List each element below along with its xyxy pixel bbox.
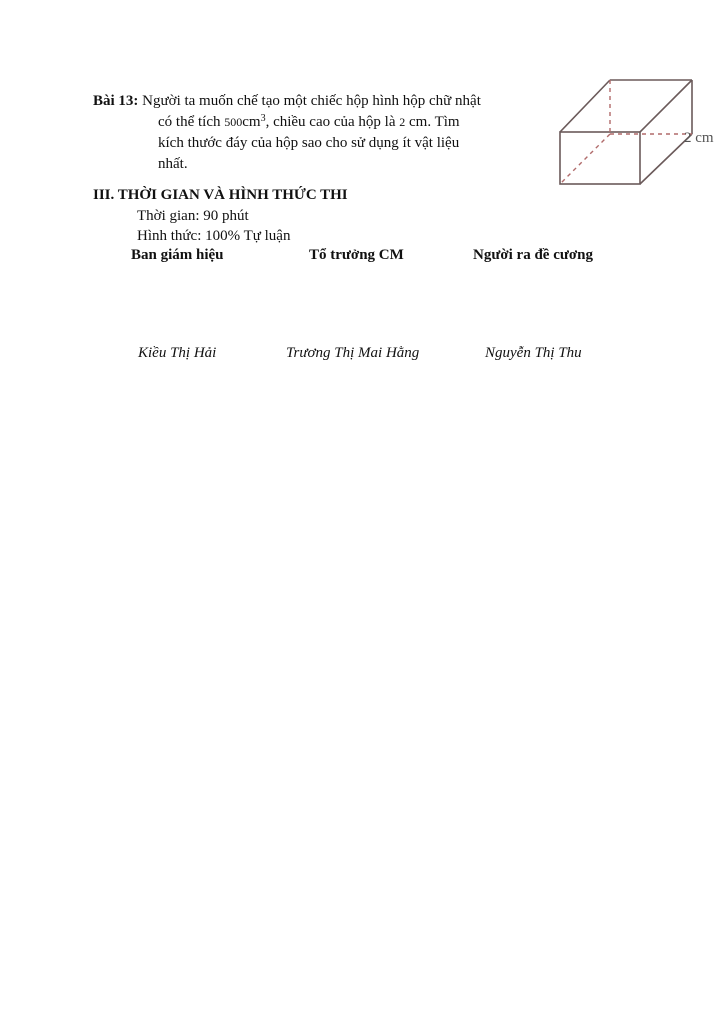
- volume-exponent: 3: [260, 113, 266, 124]
- problem-text-2c: cm. Tìm: [409, 114, 460, 130]
- problem-line-1: [93, 90, 481, 112]
- problem-line-4: nhất.: [158, 156, 188, 172]
- signature-title-head: Tổ trưởng CM: [309, 247, 404, 263]
- signature-name-head: Trương Thị Mai Hằng: [286, 345, 420, 361]
- exam-form: Hình thức: 100% Tự luận: [137, 228, 291, 244]
- signature-name-principal: Kiều Thị Hải: [138, 345, 217, 361]
- box-edge: [560, 80, 610, 132]
- box-height-label: 2 cm: [684, 130, 714, 146]
- signature-title-author: Người ra đề cương: [473, 247, 594, 263]
- problem-text-1: Người ta muốn chế tạo một chiếc hộp hình hộp chữ nhật: [142, 93, 481, 109]
- box-figure: [552, 76, 724, 192]
- problem-label: Bài 13:: [93, 93, 139, 109]
- box-hidden-edge: [560, 134, 610, 184]
- problem-text-2a: có thể tích: [158, 114, 221, 130]
- height-value: 2: [399, 115, 406, 129]
- signature-title-principal: Ban giám hiệu: [131, 247, 224, 263]
- exam-time: Thời gian: 90 phút: [137, 208, 249, 224]
- section-heading: III. THỜI GIAN VÀ HÌNH THỨC THI: [93, 187, 348, 203]
- box-edge: [640, 80, 692, 132]
- problem-line-3: kích thước đáy của hộp sao cho sử dụng ít vật liệu: [158, 135, 460, 151]
- box-front-face: [560, 132, 640, 184]
- problem-text-2b: , chiều cao của hộp là: [265, 114, 396, 130]
- volume-value: 500: [224, 115, 243, 129]
- volume-unit: cm: [242, 114, 261, 130]
- signature-name-author: Nguyễn Thị Thu: [485, 345, 582, 361]
- problem-line-2: [158, 111, 460, 133]
